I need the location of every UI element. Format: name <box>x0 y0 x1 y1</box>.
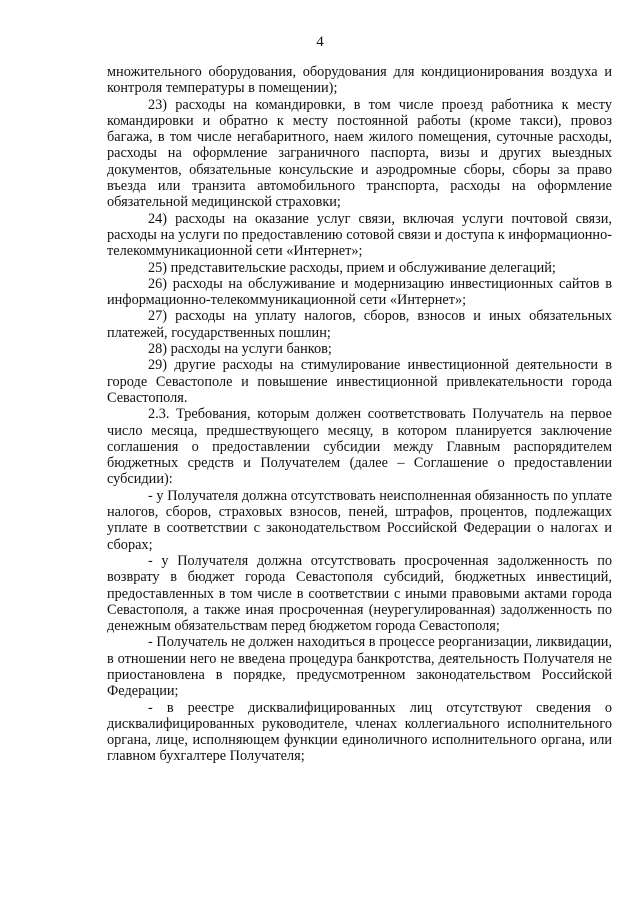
paragraph-item-26: 26) расходы на обслуживание и модернизацию инвестиционных сайтов в информационно-телекоммуникационной сети «Интернет»; <box>107 275 612 309</box>
paragraph-item-23: 23) расходы на командировки, в том числе проезд работника к месту командировки и обратно к месту постоянной работы (кроме такси), провоз багажа, в том числе негабаритного, наем жилого помещения, суточные расходы, расходы на оформление заграничного паспорта, визы и других выездных документов, обязательные консульские и аэродромные сборы, сборы за право въезда или транзита автомобильного транспорта, расходы на оформление обязательной медицинской страховки; <box>107 96 612 211</box>
paragraph-requirement-debt: - у Получателя должна отсутствовать просроченная задолженность по возврату в бюджет города Севастополя субсидий, бюджетных инвестиций, предоставленных в том числе в соответствии с иными правовыми актами города Севастополя, а также иная просроченная (неурегулированная) задолженность по денежным обязательствам перед бюджетом города Севастополя; <box>107 552 612 635</box>
paragraph-requirement-reorganization: - Получатель не должен находиться в процессе реорганизации, ликвидации, в отношении него не введена процедура банкротства, деятельность Получателя не приостановлена в порядке, предусмотренном законодательством Российской Федерации; <box>107 634 612 700</box>
page-number: 4 <box>316 34 324 50</box>
paragraph-continuation: множительного оборудования, оборудования для кондиционирования воздуха и контроля температуры в помещении); <box>107 64 612 97</box>
paragraph-item-24: 24) расходы на оказание услуг связи, включая услуги почтовой связи, расходы на услуги по предоставлению сотовой связи и доступа к информационно-телекоммуникационной сети «Интернет»; <box>107 210 612 260</box>
paragraph-item-27: 27) расходы на уплату налогов, сборов, взносов и иных обязательных платежей, государственных пошлин; <box>107 308 612 341</box>
paragraph-item-25: 25) представительские расходы, прием и обслуживание делегаций; <box>148 259 556 276</box>
paragraph-section-2-3: 2.3. Требования, которым должен соответствовать Получатель на первое число месяца, предшествующего месяцу, в котором планируется заключение соглашения о предоставлении субсидии между Главным распорядителем бюджетных средств и Получателем (далее – Соглашение о предоставлении субсидии): <box>107 406 612 488</box>
paragraph-item-29: 29) другие расходы на стимулирование инвестиционной деятельности в городе Севастополе и повышение инвестиционной привлекательности города Севастополя. <box>107 357 612 406</box>
document-body <box>107 64 612 765</box>
paragraph-item-28: 28) расходы на услуги банков; <box>148 341 332 358</box>
paragraph-requirement-disqualified: - в реестре дисквалифицированных лиц отсутствуют сведения о дисквалифицированных руководителе, членах коллегиального исполнительного органа, лице, исполняющем функции единоличного исполнительного органа, или главном бухгалтере Получателя; <box>107 699 612 765</box>
paragraph-requirement-taxes: - у Получателя должна отсутствовать неисполненная обязанность по уплате налогов, сборов, страховых взносов, пеней, штрафов, процентов, подлежащих уплате в соответствии с законодательством Российской Федерации о налогах и сборах; <box>107 487 612 553</box>
